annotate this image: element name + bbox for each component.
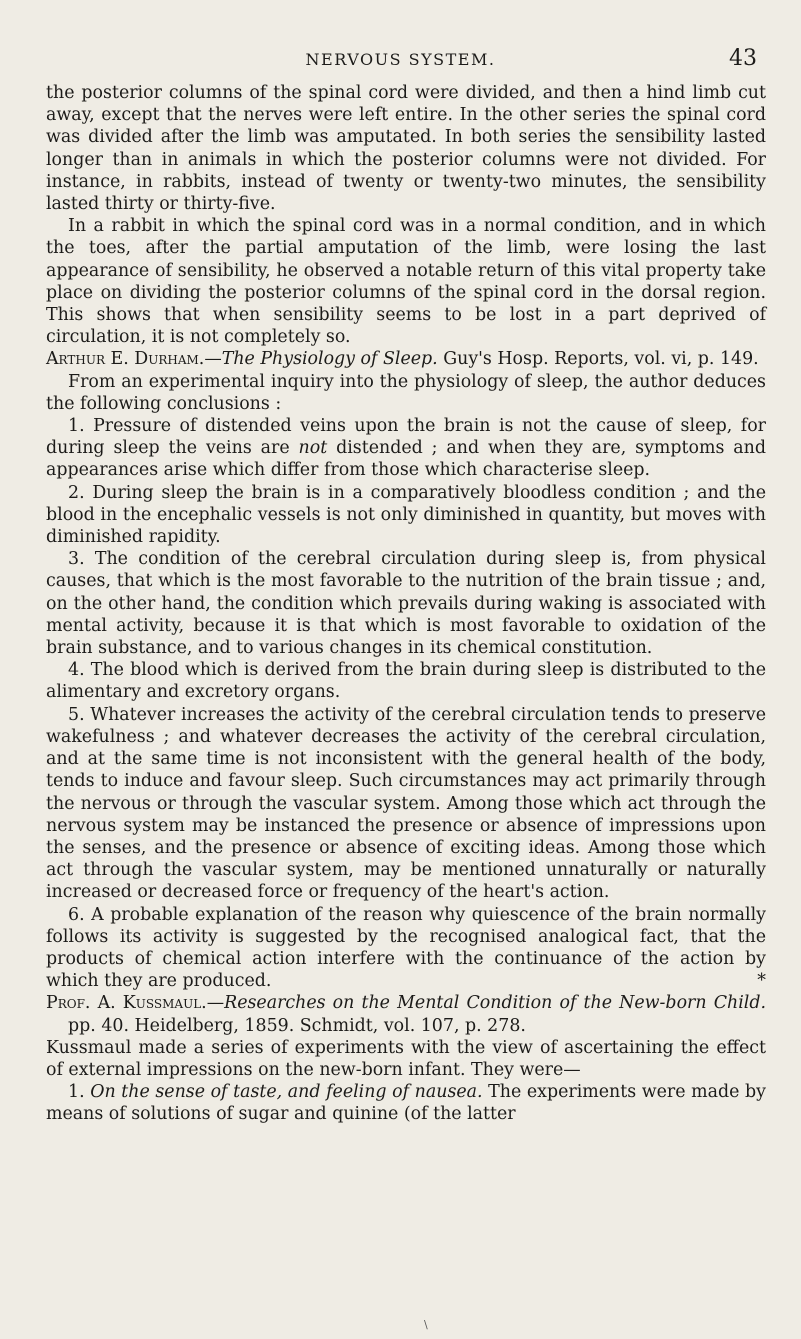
kussmaul-intro: Kussmaul made a series of experiments with the view of ascertaining the effect of external impressions on the new-born infant. They were—: [46, 1037, 766, 1080]
conclusion-3: 3. The condition of the cerebral circulation during sleep is, from physical causes, that which is the most favorable to the nutrition of the brain tissue ; and, on the other hand, the condition which prevails during waking is associated with mental activity, because it is that which is most favorable to oxidation of the brain substance, and to various changes in its chemical constitution.: [46, 549, 766, 659]
source-citation: Guy's Hosp. Reports, vol. vi, p. 149.: [437, 349, 759, 370]
bibliography-entry-durham: [46, 348, 766, 370]
author-name: Arthur E. Durham.: [46, 349, 205, 370]
dash: —: [206, 993, 225, 1014]
paragraph-posterior-columns: the posterior columns of the spinal cord were divided, and then a hind limb cut away, except that the nerves were left entire. In the other series the spinal cord was divided after the limb was amputated. In both series the sensibility lasted longer than in animals in which the posterior columns were not divided. For instance, in rabbits, instead of twenty or twenty-two minutes, the sensibility lasted thirty or thirty-five.: [46, 83, 766, 215]
dash: —: [204, 349, 222, 370]
experiment-1: 1. On the sense of taste, and feeling of nausea. The experiments were made by means of solutions of sugar and quinine (of the latter: [46, 1082, 766, 1125]
conclusion-5: 5. Whatever increases the activity of the cerebral circulation tends to preserve wakefulness ; and whatever decreases the activity of the cerebral circulation, and at the same time is not inconsistent with the general health of the body, tends to induce and favour sleep. Such circumstances may act primarily through the nervous or through the vascular system. Among those which act through the nervous system may be instanced the presence or absence of impressions upon the senses, and the presence or absence of exciting ideas. Among those which act through the vascular system, may be mentioned unnaturally or naturally increased or decreased force or frequency of the heart's action.: [46, 704, 766, 903]
running-title: NERVOUS SYSTEM.: [305, 50, 496, 69]
source-citation: pp. 40. Heidelberg, 1859. Schmidt, vol. 107, p. 278.: [68, 1015, 526, 1036]
conclusion-6: 6. A probable explanation of the reason why quiescence of the brain normally follows its activity is suggested by the recognised analogical fact, that the products of chemical action interfere with the continuance of the action by which they are produced. *: [46, 904, 766, 992]
running-head: [0, 46, 801, 72]
work-title: Researches on the Mental Condition of the New-born Child.: [224, 993, 766, 1014]
paragraph-rabbit-observation: In a rabbit in which the spinal cord was in a normal condition, and in which the toes, after the partial amputation of the limb, were losing the last appearance of sensibility, he observed a notable return of this vital property take place on dividing the posterior columns of the spinal cord in the dorsal region. This shows that when sensibility seems to be lost in a part deprived of circulation, it is not completely so.: [46, 216, 766, 348]
page-number: 43: [729, 46, 757, 71]
durham-intro: From an experimental inquiry into the physiology of sleep, the author deduces the following conclusions :: [46, 371, 766, 414]
asterisk-mark: *: [757, 971, 766, 992]
conclusion-4: 4. The blood which is derived from the brain during sleep is distributed to the alimentary and excretory organs.: [46, 660, 766, 703]
bibliography-entry-kussmaul: [46, 992, 766, 1036]
body-text: [46, 82, 766, 1126]
author-name: Prof. A. Kussmaul.: [46, 993, 207, 1014]
conclusion-1: 1. Pressure of distended veins upon the brain is not the cause of sleep, for during sleep the veins are not distended ; and when they are, symptoms and appearances arise which differ from those which characterise sleep.: [46, 416, 766, 481]
conclusion-2: 2. During sleep the brain is in a comparatively bloodless condition ; and the blood in the encephalic vessels is not only diminished in quantity, but moves with diminished rapidity.: [46, 482, 766, 548]
print-mark: \: [424, 1318, 428, 1331]
work-title: The Physiology of Sleep.: [221, 349, 438, 370]
